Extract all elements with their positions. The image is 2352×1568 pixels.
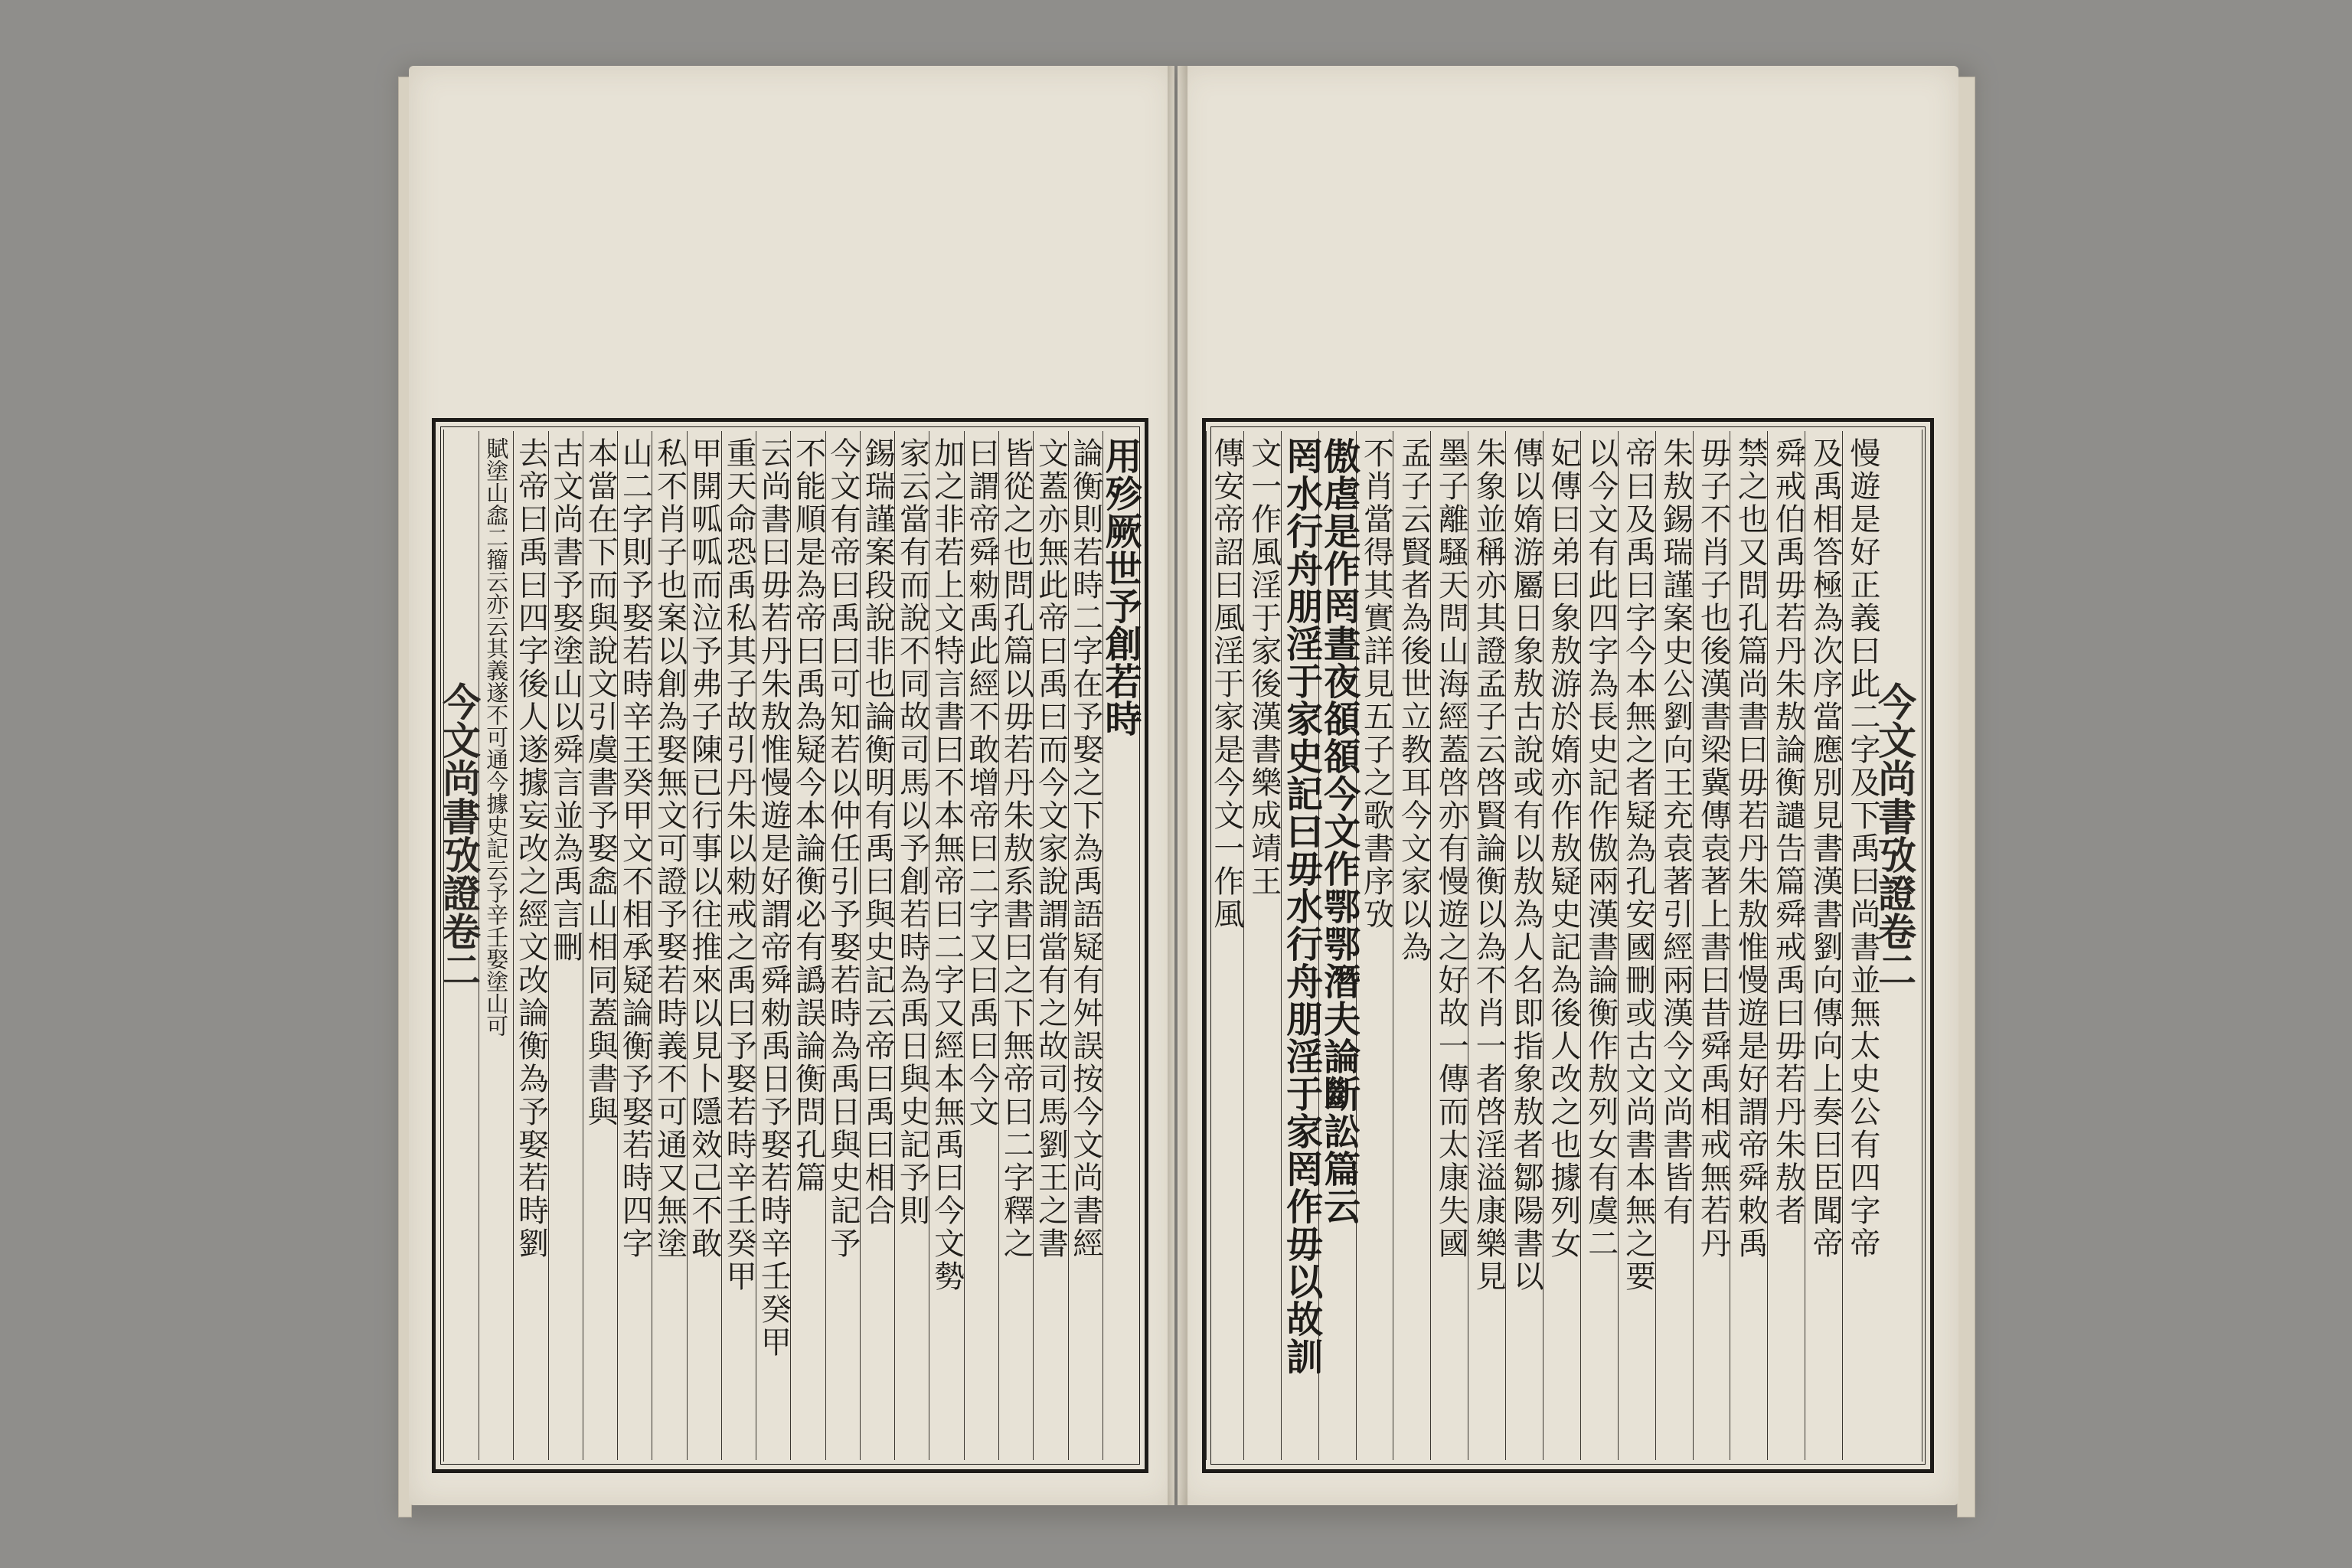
right-page-column: 墨子離騷天問山海經蓋啓亦有慢遊之好故一傳而太康失國	[1430, 431, 1468, 1460]
left-page	[409, 66, 1174, 1505]
right-page-column: 帝曰及禹曰字今本無之者疑為孔安國刪或古文尚書本無之要	[1618, 431, 1655, 1460]
left-text-frame	[432, 418, 1148, 1473]
left-page-column: 私不肖子也案以創為娶無文可證予娶若時義不可通又無塗	[652, 431, 686, 1460]
left-page-column: 重天命恐禹私其子故引丹朱以勑戒之禹曰予娶若時辛壬癸甲	[721, 431, 756, 1460]
left-page-column: 曰謂帝舜勑禹此經不敢增帝曰二字又曰禹曰今文	[964, 431, 998, 1460]
right-page-column: 傲虐是作罔晝夜頟頟今文作鄂鄂潛夫論斷訟篇云	[1318, 431, 1356, 1460]
left-page-column: 甲開呱呱而泣予弗子陳已行事以往推來以見卜隱效己不敢	[687, 431, 721, 1460]
right-page-column: 不肖當得其實詳見五子之歌書序攷	[1356, 431, 1393, 1460]
left-page-column: 用殄厥世予創若時	[1102, 431, 1137, 1460]
left-page-column: 賦塗山嵞二籀云亦云其義遂不可通今據史記云予辛壬娶塗山可	[479, 431, 513, 1460]
left-page-column: 錫瑞謹案段說非也論衡明有禹曰與史記云帝曰禹曰相合	[860, 431, 894, 1460]
right-page-column: 罔水行舟朋淫于家史記曰毋水行舟朋淫于家罔作毋以故訓	[1281, 431, 1318, 1460]
right-page-column: 朱象並稱亦其證孟子云啓賢論衡以為不肖一者啓淫溢康樂見	[1468, 431, 1505, 1460]
right-text-frame	[1202, 418, 1934, 1473]
right-page-column: 舜戒伯禹毋若丹朱敖論衡譴告篇舜戒禹曰毋若丹朱敖者	[1767, 431, 1805, 1460]
right-margin-title: 今文尚書攷證卷二	[1880, 430, 1922, 1462]
left-page-column: 古文尚書予娶塗山以舜言並為禹言刪	[548, 431, 583, 1460]
right-page-column: 傳安帝詔曰風淫于家是今文一作風	[1206, 431, 1243, 1460]
left-page-column: 山二字則予娶若時辛王癸甲文不相承疑論衡予娶若時四字	[617, 431, 652, 1460]
right-page-edges	[1957, 77, 1975, 1517]
right-page	[1178, 66, 1958, 1505]
left-page-column: 皆從之也問孔篇以毋若丹朱敖系書曰之下無帝曰二字釋之	[998, 431, 1033, 1460]
right-page-column: 以今文有此四字為長史記作傲兩漢書論衡作敖列女有虞二	[1580, 431, 1618, 1460]
right-page-column: 妃傳曰弟曰象敖游於媠亦作敖疑史記為後人改之也據列女	[1543, 431, 1580, 1460]
left-page-column: 本當在下而與說文引虞書予娶嵞山相同蓋與書與	[583, 431, 617, 1460]
book-spine	[1168, 66, 1187, 1505]
right-page-column: 文一作風淫于家後漢書樂成靖王	[1243, 431, 1281, 1460]
left-margin-title: 今文尚書攷證卷二	[443, 430, 486, 1462]
left-page-column: 去帝曰禹曰四字後人遂據妄改之經文改論衡為予娶若時劉	[513, 431, 547, 1460]
left-page-column: 云尚書曰毋若丹朱敖惟慢遊是好謂帝舜勑禹日予娶若時辛壬癸甲	[756, 431, 790, 1460]
right-page-column: 朱敖錫瑞謹案史公劉向王充袁著引經兩漢今文尚書皆有	[1655, 431, 1693, 1460]
left-page-column: 加之非若上文特言書曰不本無帝曰二字又經本無禹曰今文勢	[929, 431, 963, 1460]
left-page-column: 不能順是為帝曰禹為疑今本論衡必有譌誤論衡問孔篇	[790, 431, 825, 1460]
right-page-column: 慢遊是好正義曰此二字及下禹曰尚書並無太史公有四字帝	[1842, 431, 1880, 1460]
right-page-column: 禁之也又問孔篇尚書曰毋若丹朱敖惟慢遊是好謂帝舜敕禹	[1730, 431, 1767, 1460]
right-page-column: 及禹相答極為次序當應別見書漢書劉向傳向上奏曰臣聞帝	[1805, 431, 1842, 1460]
left-page-column: 論衡則若時二字在予娶之下為禹語疑有舛誤按今文尚書經	[1068, 431, 1102, 1460]
right-page-column: 傳以媠游屬日象敖古說或有以敖為人名即指象敖者鄒陽書以	[1505, 431, 1543, 1460]
left-page-column: 家云當有而說不同故司馬以予創若時為禹日與史記予則	[894, 431, 929, 1460]
right-page-column: 毋子不肖子也後漢書梁冀傳袁著上書曰昔舜禹相戒無若丹	[1693, 431, 1730, 1460]
right-page-column: 孟子云賢者為後世立教耳今文家以為	[1393, 431, 1430, 1460]
left-page-column: 今文有帝曰禹曰可知若以仲任引予娶若時為禹日與史記予	[825, 431, 860, 1460]
left-page-column: 文蓋亦無此帝曰禹曰而今文家說謂當有之故司馬劉王之書	[1033, 431, 1067, 1460]
